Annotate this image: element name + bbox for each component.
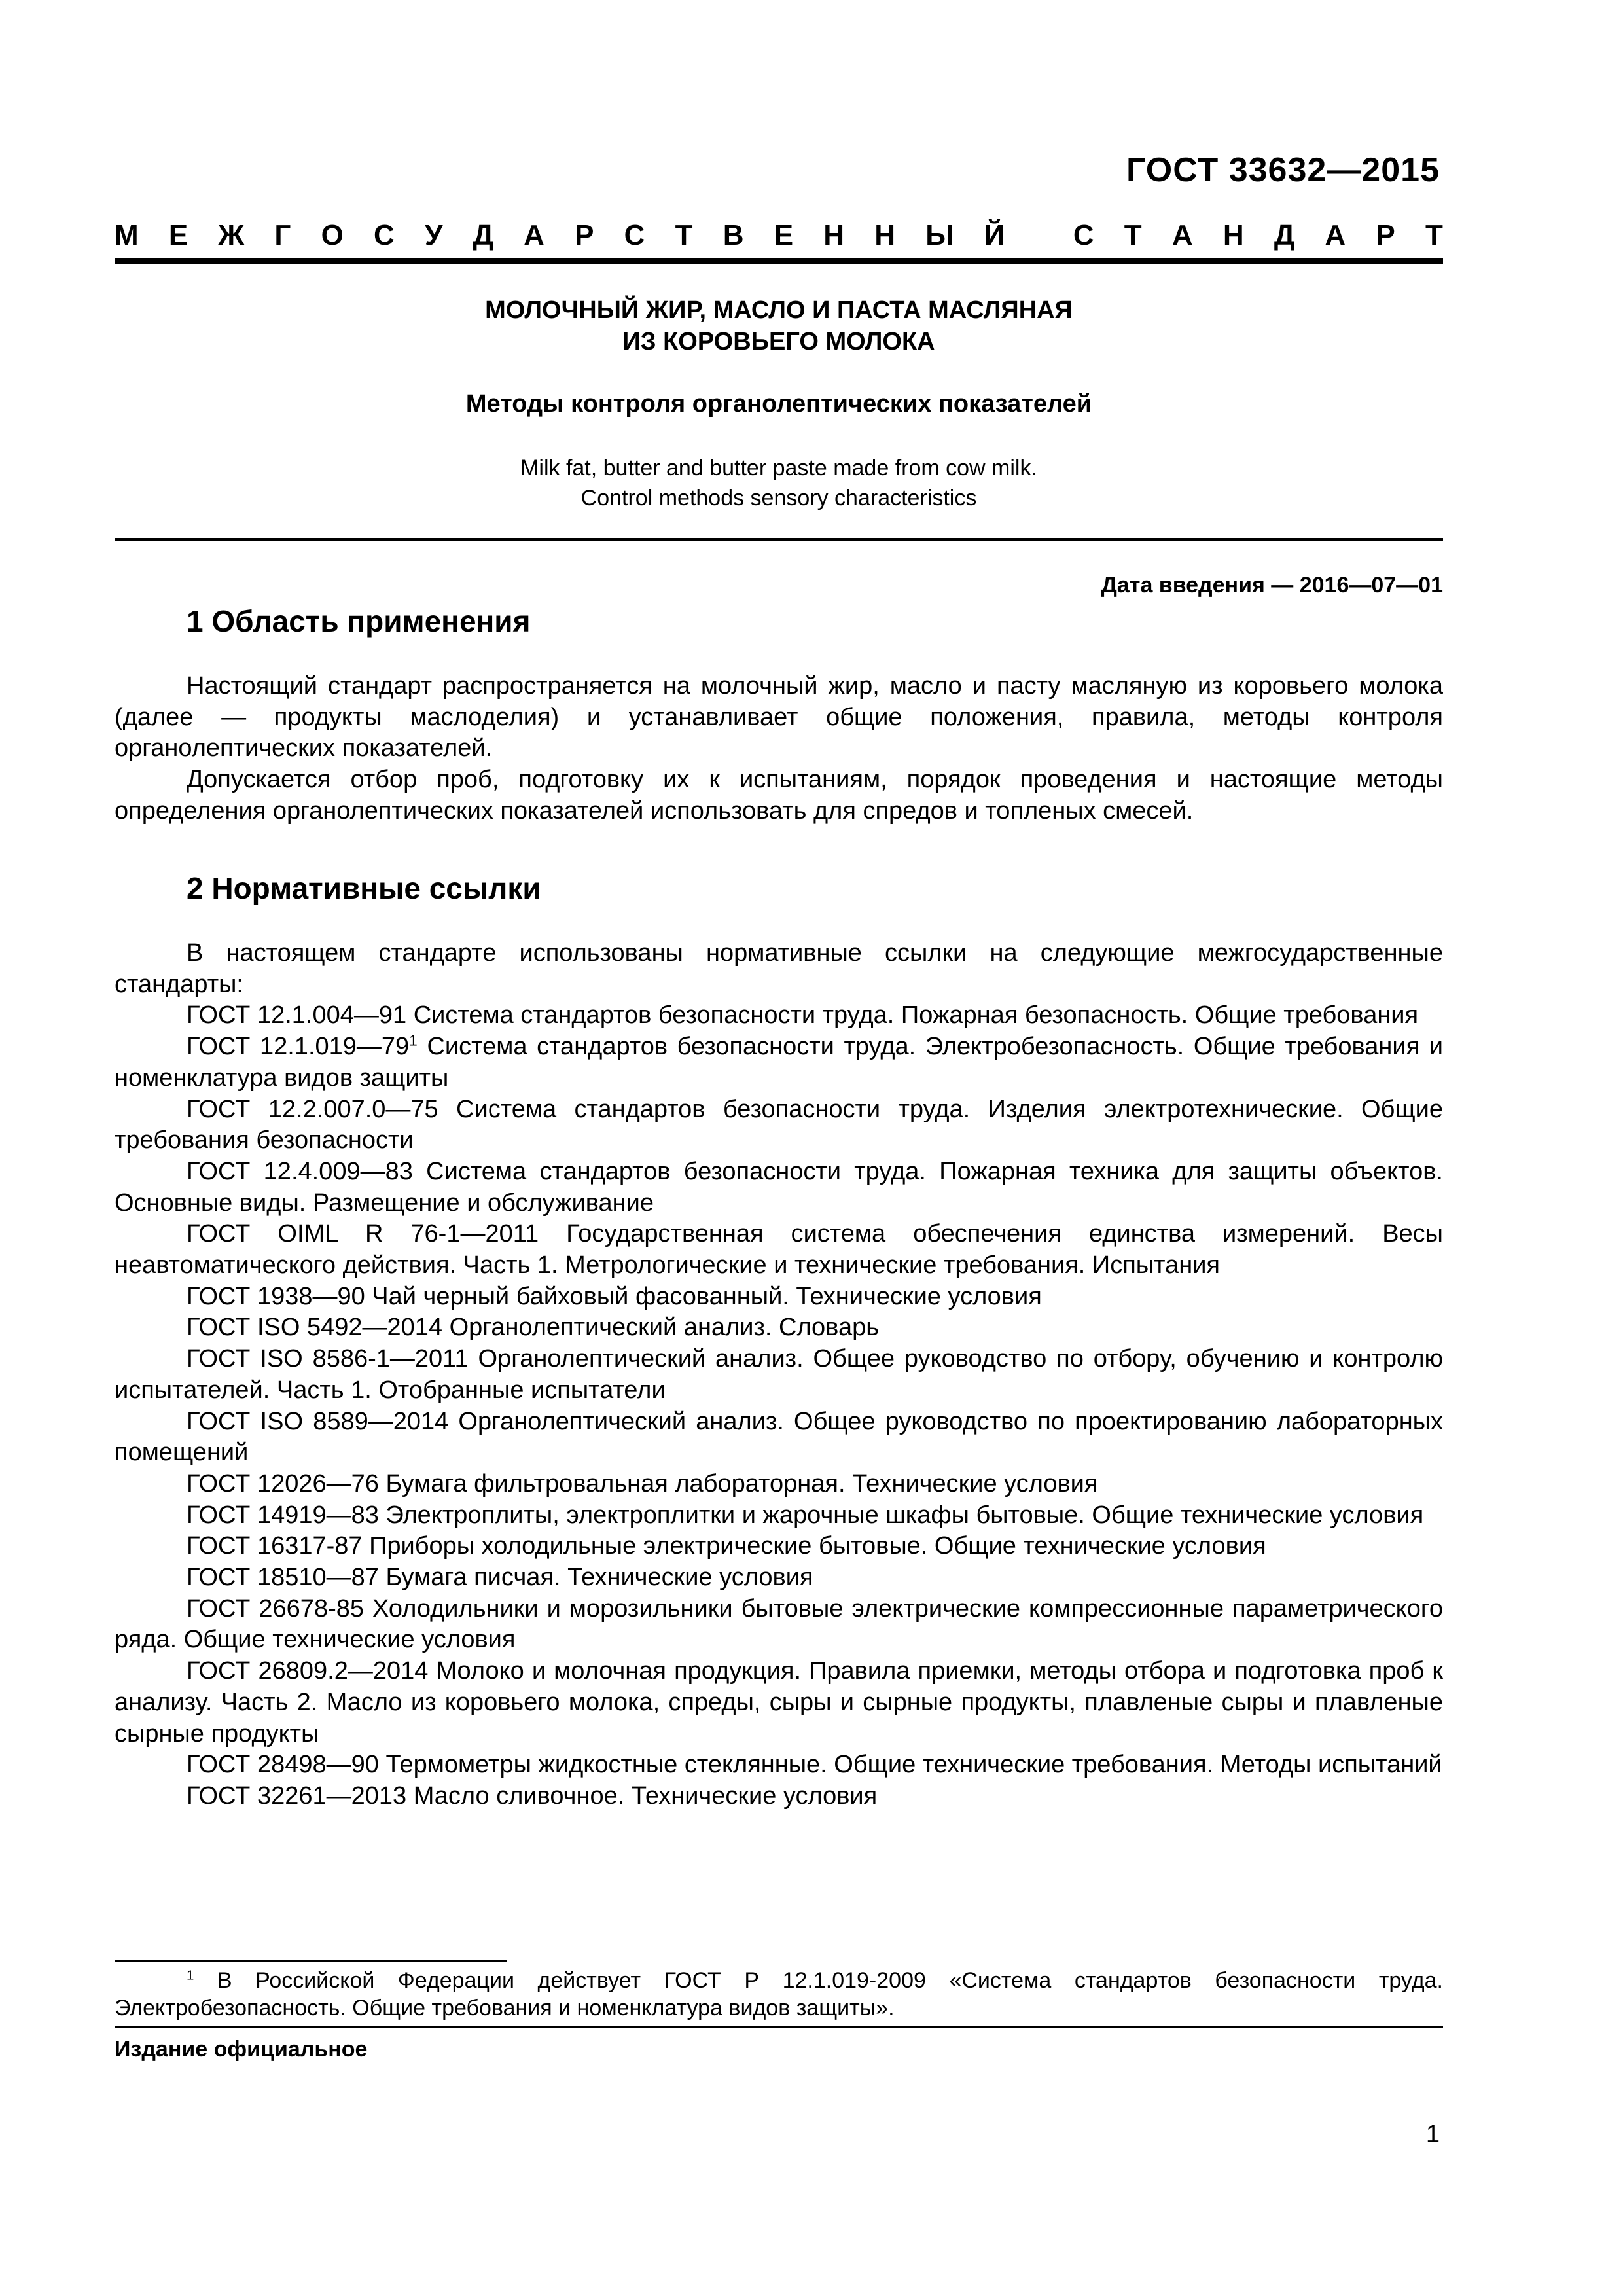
reference-item: ГОСТ 12026—76 Бумага фильтровальная лабораторная. Технические условия xyxy=(187,1469,1098,1498)
band-letter: В xyxy=(722,219,744,251)
document-title-en xyxy=(115,453,1443,513)
section-2-heading: 2 Нормативные ссылки xyxy=(187,871,541,905)
reference-item: ГОСТ 26678-85 Холодильники и морозильники бытовые электрические компрессионные параметрического ряда. Общие технические условия xyxy=(115,1594,1443,1654)
band-letter: А xyxy=(1325,219,1346,251)
reference-item: ГОСТ 1938—90 Чай черный байховый фасованный. Технические условия xyxy=(187,1282,1042,1310)
page-number: 1 xyxy=(1425,2121,1440,2148)
band-letter: М xyxy=(115,219,139,251)
footnote-marker: 1 xyxy=(409,1031,418,1049)
reference-item: ГОСТ 32261—2013 Масло сливочное. Технические условия xyxy=(187,1782,878,1810)
reference-text: Система стандартов безопасности труда. Электробезопасность. Общие требования и номенклатура видов защиты xyxy=(115,1033,1443,1092)
title-ru-line2: ИЗ КОРОВЬЕГО МОЛОКА xyxy=(622,328,935,355)
paragraph: Настоящий стандарт распространяется на молочный жир, масло и пасту масляную из коровьего молока (далее — продукты маслоделия) и устанавливает общие положения, правила, методы контроля органолептических показателей. xyxy=(115,672,1443,762)
band-letter: С xyxy=(1073,219,1094,251)
reference-item: ГОСТ ISO 5492—2014 Органолептический анализ. Словарь xyxy=(187,1314,880,1342)
title-ru-line1: МОЛОЧНЫЙ ЖИР, МАСЛО И ПАСТА МАСЛЯНАЯ xyxy=(485,296,1073,324)
section-1-heading: 1 Область применения xyxy=(187,604,531,638)
title-en-line2: Control methods sensory characteristics xyxy=(580,486,977,511)
header-rule xyxy=(115,258,1443,264)
band-letter: Т xyxy=(1124,219,1142,251)
title-en-line1: Milk fat, butter and butter paste made from cow milk. xyxy=(520,456,1037,480)
band-letter: Н xyxy=(1222,219,1244,251)
document-title-ru xyxy=(115,295,1443,357)
footnote-marker: 1 xyxy=(187,1968,194,1983)
band-letter: Т xyxy=(675,219,693,251)
edition-label: Издание официальное xyxy=(115,2037,368,2062)
section-1-body xyxy=(115,671,1443,827)
reference-code: ГОСТ 12.1.019—79 xyxy=(187,1033,410,1061)
standard-type-band xyxy=(115,219,1443,252)
band-letter: Г xyxy=(274,219,291,251)
band-letter: С xyxy=(374,219,395,251)
reference-item: ГОСТ 26809.2—2014 Молоко и молочная продукция. Правила приемки, методы отбора и подготовка проб к анализу. Часть 2. Масло из коровьего молока, спреды, сыры и сырные продукты, плавленые сыры и плавленые сырные продукты xyxy=(115,1657,1443,1748)
paragraph: Допускается отбор проб, подготовку их к испытаниям, порядок проведения и настоящие методы определения органолептических показателей использовать для спредов и топленых смесей. xyxy=(115,766,1443,825)
band-letter: Р xyxy=(1376,219,1395,251)
footer-rule xyxy=(115,2026,1443,2028)
document-number: ГОСТ 33632—2015 xyxy=(1126,151,1440,189)
band-letter: Н xyxy=(874,219,896,251)
band-letter: Д xyxy=(473,219,493,251)
band-letter: А xyxy=(524,219,544,251)
footnote-text: В Российской Федерации действует ГОСТ Р 12.1.019-2009 «Система стандартов безопасности труда. Электробезопасность. Общие требования и номенклатура видов защиты». xyxy=(115,1968,1443,2020)
band-letter: У xyxy=(424,219,443,251)
band-letter: Т xyxy=(1425,219,1443,251)
band-letter: Н xyxy=(823,219,845,251)
paragraph: В настоящем стандарте использованы нормативные ссылки на следующие межгосударственные стандарты: xyxy=(115,939,1443,998)
reference-item: ГОСТ OIML R 76-1—2011 Государственная система обеспечения единства измерений. Весы неавтоматического действия. Часть 1. Метрологические и технические требования. Испытания xyxy=(115,1220,1443,1280)
reference-item: ГОСТ 16317-87 Приборы холодильные электрические бытовые. Общие технические условия xyxy=(187,1532,1266,1560)
band-letter: Е xyxy=(774,219,794,251)
reference-item xyxy=(115,1031,1443,1094)
band-letter: Д xyxy=(1274,219,1295,251)
band-letter: О xyxy=(321,219,344,251)
band-letter: Е xyxy=(168,219,188,251)
reference-item: ГОСТ 12.4.009—83 Система стандартов безопасности труда. Пожарная техника для защиты объектов. Основные виды. Размещение и обслуживание xyxy=(115,1157,1443,1217)
reference-item: ГОСТ 12.1.004—91 Система стандартов безопасности труда. Пожарная безопасность. Общие требования xyxy=(187,1001,1419,1030)
band-letter: Ж xyxy=(218,219,245,251)
band-letter: Ы xyxy=(925,219,954,251)
footnote-rule xyxy=(115,1960,507,1962)
band-letter: Р xyxy=(575,219,594,251)
band-space xyxy=(1035,219,1043,252)
footnote xyxy=(115,1967,1443,2022)
section-2-body xyxy=(115,938,1443,1812)
reference-item: ГОСТ ISO 8586-1—2011 Органолептический анализ. Общее руководство по отбору, обучению и контролю испытателей. Часть 1. Отобранные испытатели xyxy=(115,1345,1443,1404)
band-letter: Й xyxy=(984,219,1005,251)
reference-item: ГОСТ 18510—87 Бумага писчая. Технические условия xyxy=(187,1564,813,1592)
title-rule xyxy=(115,538,1443,541)
reference-item: ГОСТ 28498—90 Термометры жидкостные стеклянные. Общие технические требования. Методы испытаний xyxy=(187,1751,1442,1779)
reference-item: ГОСТ ISO 8589—2014 Органолептический анализ. Общее руководство по проектированию лабораторных помещений xyxy=(115,1407,1443,1467)
reference-item: ГОСТ 12.2.007.0—75 Система стандартов безопасности труда. Изделия электротехнические. Общие требования безопасности xyxy=(115,1095,1443,1155)
band-letter: А xyxy=(1171,219,1193,251)
reference-item: ГОСТ 14919—83 Электроплиты, электроплитки и жарочные шкафы бытовые. Общие технические условия xyxy=(187,1501,1424,1529)
document-subtitle-ru: Методы контроля органолептических показателей xyxy=(465,390,1092,418)
band-letter: С xyxy=(624,219,645,251)
introduction-date: Дата введения — 2016—07—01 xyxy=(1101,573,1443,598)
